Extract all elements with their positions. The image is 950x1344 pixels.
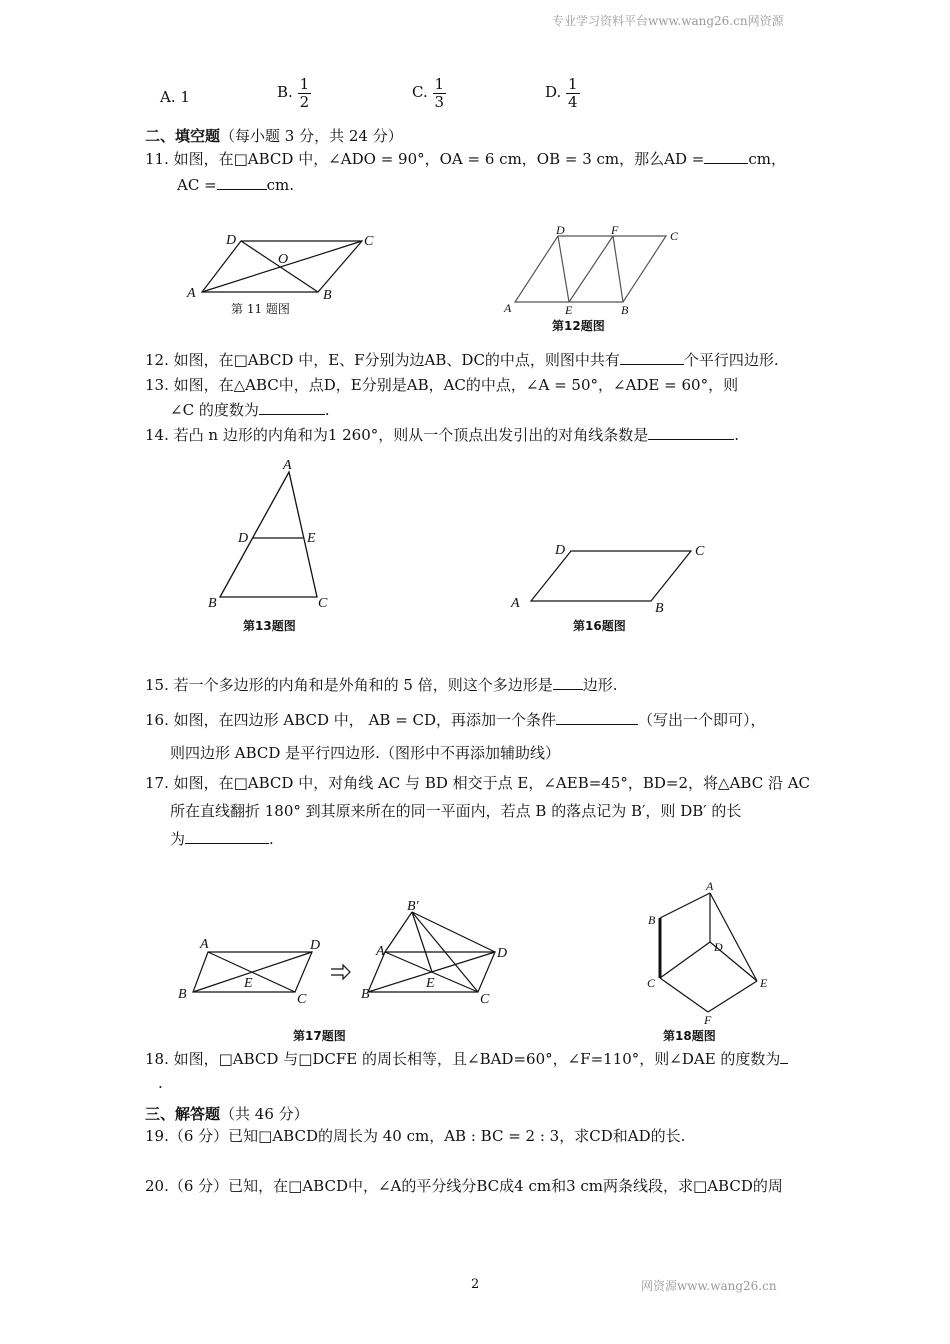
- fig16-label-d: D: [555, 543, 566, 558]
- section-2-heading: 二、填空题（每小题 3 分，共 24 分）: [145, 127, 403, 145]
- fig18-label-f: F: [704, 1013, 712, 1027]
- fig17-label-e2: E: [426, 976, 435, 991]
- fig17-label-d2: D: [497, 946, 508, 961]
- fig18-label-c: C: [647, 976, 656, 990]
- fig17-label-c: C: [297, 992, 307, 1007]
- question-15: 15. 若一个多边形的内角和是外角和的 5 倍，则这个多边形是 边形.: [145, 676, 618, 694]
- question-11-line1: 11. 如图，在□ABCD 中，∠ADO = 90°，OA = 6 cm，OB = 3 cm，那么AD = cm，: [145, 150, 786, 168]
- fig12-label-d: D: [556, 223, 565, 237]
- question-16-line2: 则四边形 ABCD 是平行四边形.（图形中不再添加辅助线）: [170, 744, 560, 762]
- fig11-label-b: B: [323, 288, 332, 303]
- fig18-label-a: A: [706, 879, 714, 893]
- question-12: 12. 如图，在□ABCD 中，E、F分别为边AB、DC的中点，则图中共有 个平行四边形.: [145, 351, 779, 369]
- question-17-line2: 所在直线翻折 180° 到其原来所在的同一平面内，若点 B 的落点记为 B′，则 DB′ 的长: [170, 802, 742, 820]
- question-18-line2: .: [158, 1074, 163, 1092]
- fig17-label-e: E: [244, 976, 253, 991]
- figure-13-caption: 第13题图: [243, 619, 296, 633]
- figure-18-caption: 第18题图: [663, 1029, 716, 1043]
- option-d: D. $\frac{1}{4}$: [545, 75, 578, 111]
- fig11-label-o: O: [278, 252, 289, 267]
- fig12-label-b: B: [621, 303, 629, 317]
- question-13-line2: ∠C 的度数为 .: [170, 401, 330, 419]
- fig17-label-b2: B: [361, 987, 370, 1002]
- question-20: 20.（6 分）已知，在□ABCD中，∠A的平分线分BC成4 cm和3 cm两条线段，求□ABCD的周: [145, 1177, 783, 1195]
- fig11-label-d: D: [226, 233, 237, 248]
- fig12-label-f: F: [611, 223, 619, 237]
- question-11-line2: AC = cm.: [177, 176, 295, 194]
- fig12-label-a: A: [504, 301, 512, 315]
- option-c: C. $\frac{1}{3}$: [412, 75, 445, 111]
- fig12-label-e: E: [565, 303, 573, 317]
- page-number: 2: [471, 1277, 480, 1292]
- fig17-label-b: B: [178, 987, 187, 1002]
- fig16-label-c: C: [695, 544, 705, 559]
- fig17-label-b-prime: B′: [407, 899, 419, 914]
- fig13-label-a: A: [283, 458, 292, 473]
- fig13-label-d: D: [238, 531, 249, 546]
- figure-17-caption: 第17题图: [293, 1029, 346, 1043]
- question-19: 19.（6 分）已知□ABCD的周长为 40 cm，AB : BC = 2 : 3，求CD和AD的长.: [145, 1127, 686, 1145]
- fig12-label-c: C: [670, 229, 679, 243]
- fig17-label-c2: C: [480, 992, 490, 1007]
- fig18-label-b: B: [648, 913, 656, 927]
- fig16-label-a: A: [511, 596, 520, 611]
- question-13-line1: 13. 如图，在△ABC中，点D，E分别是AB，AC的中点，∠A = 50°，∠ADE = 60°，则: [145, 376, 739, 394]
- question-16-line1: 16. 如图，在四边形 ABCD 中， AB = CD，再添加一个条件 （写出一个即可），: [145, 711, 766, 729]
- question-18-line1: 18. 如图，□ABCD 与□DCFE 的周长相等，且∠BAD=60°，∠F=110°，则∠DAE 的度数为: [145, 1048, 788, 1069]
- fig18-label-d: D: [714, 940, 723, 954]
- footer-watermark: 网资源www.wang26.cn: [641, 1279, 777, 1293]
- figure-11-caption: 第 11 题图: [231, 302, 290, 316]
- fig18-label-e: E: [760, 976, 768, 990]
- section-3-heading: 三、解答题（共 46 分）: [145, 1105, 309, 1123]
- fig11-label-a: A: [187, 286, 196, 301]
- figure-16-caption: 第16题图: [573, 619, 626, 633]
- fig13-label-c: C: [318, 596, 328, 611]
- option-a: A. 1: [160, 88, 190, 106]
- fig17-label-d: D: [310, 938, 321, 953]
- question-17-line3: 为 .: [170, 830, 274, 848]
- fig13-label-b: B: [208, 596, 217, 611]
- fig16-label-b: B: [655, 601, 664, 616]
- header-watermark: 专业学习资料平台www.wang26.cn网资源: [552, 14, 784, 28]
- question-14: 14. 若凸 n 边形的内角和为1 260°，则从一个顶点出发引出的对角线条数是 .: [145, 426, 740, 444]
- figure-12-caption: 第12题图: [552, 319, 605, 333]
- fig13-label-e: E: [307, 531, 316, 546]
- option-b: B. $\frac{1}{2}$: [277, 75, 310, 111]
- fig17-label-a2: A: [376, 944, 385, 959]
- fig17-label-a: A: [200, 937, 209, 952]
- question-17-line1: 17. 如图，在□ABCD 中，对角线 AC 与 BD 相交于点 E，∠AEB=45°，BD=2，将△ABC 沿 AC: [145, 774, 811, 792]
- fig11-label-c: C: [364, 234, 374, 249]
